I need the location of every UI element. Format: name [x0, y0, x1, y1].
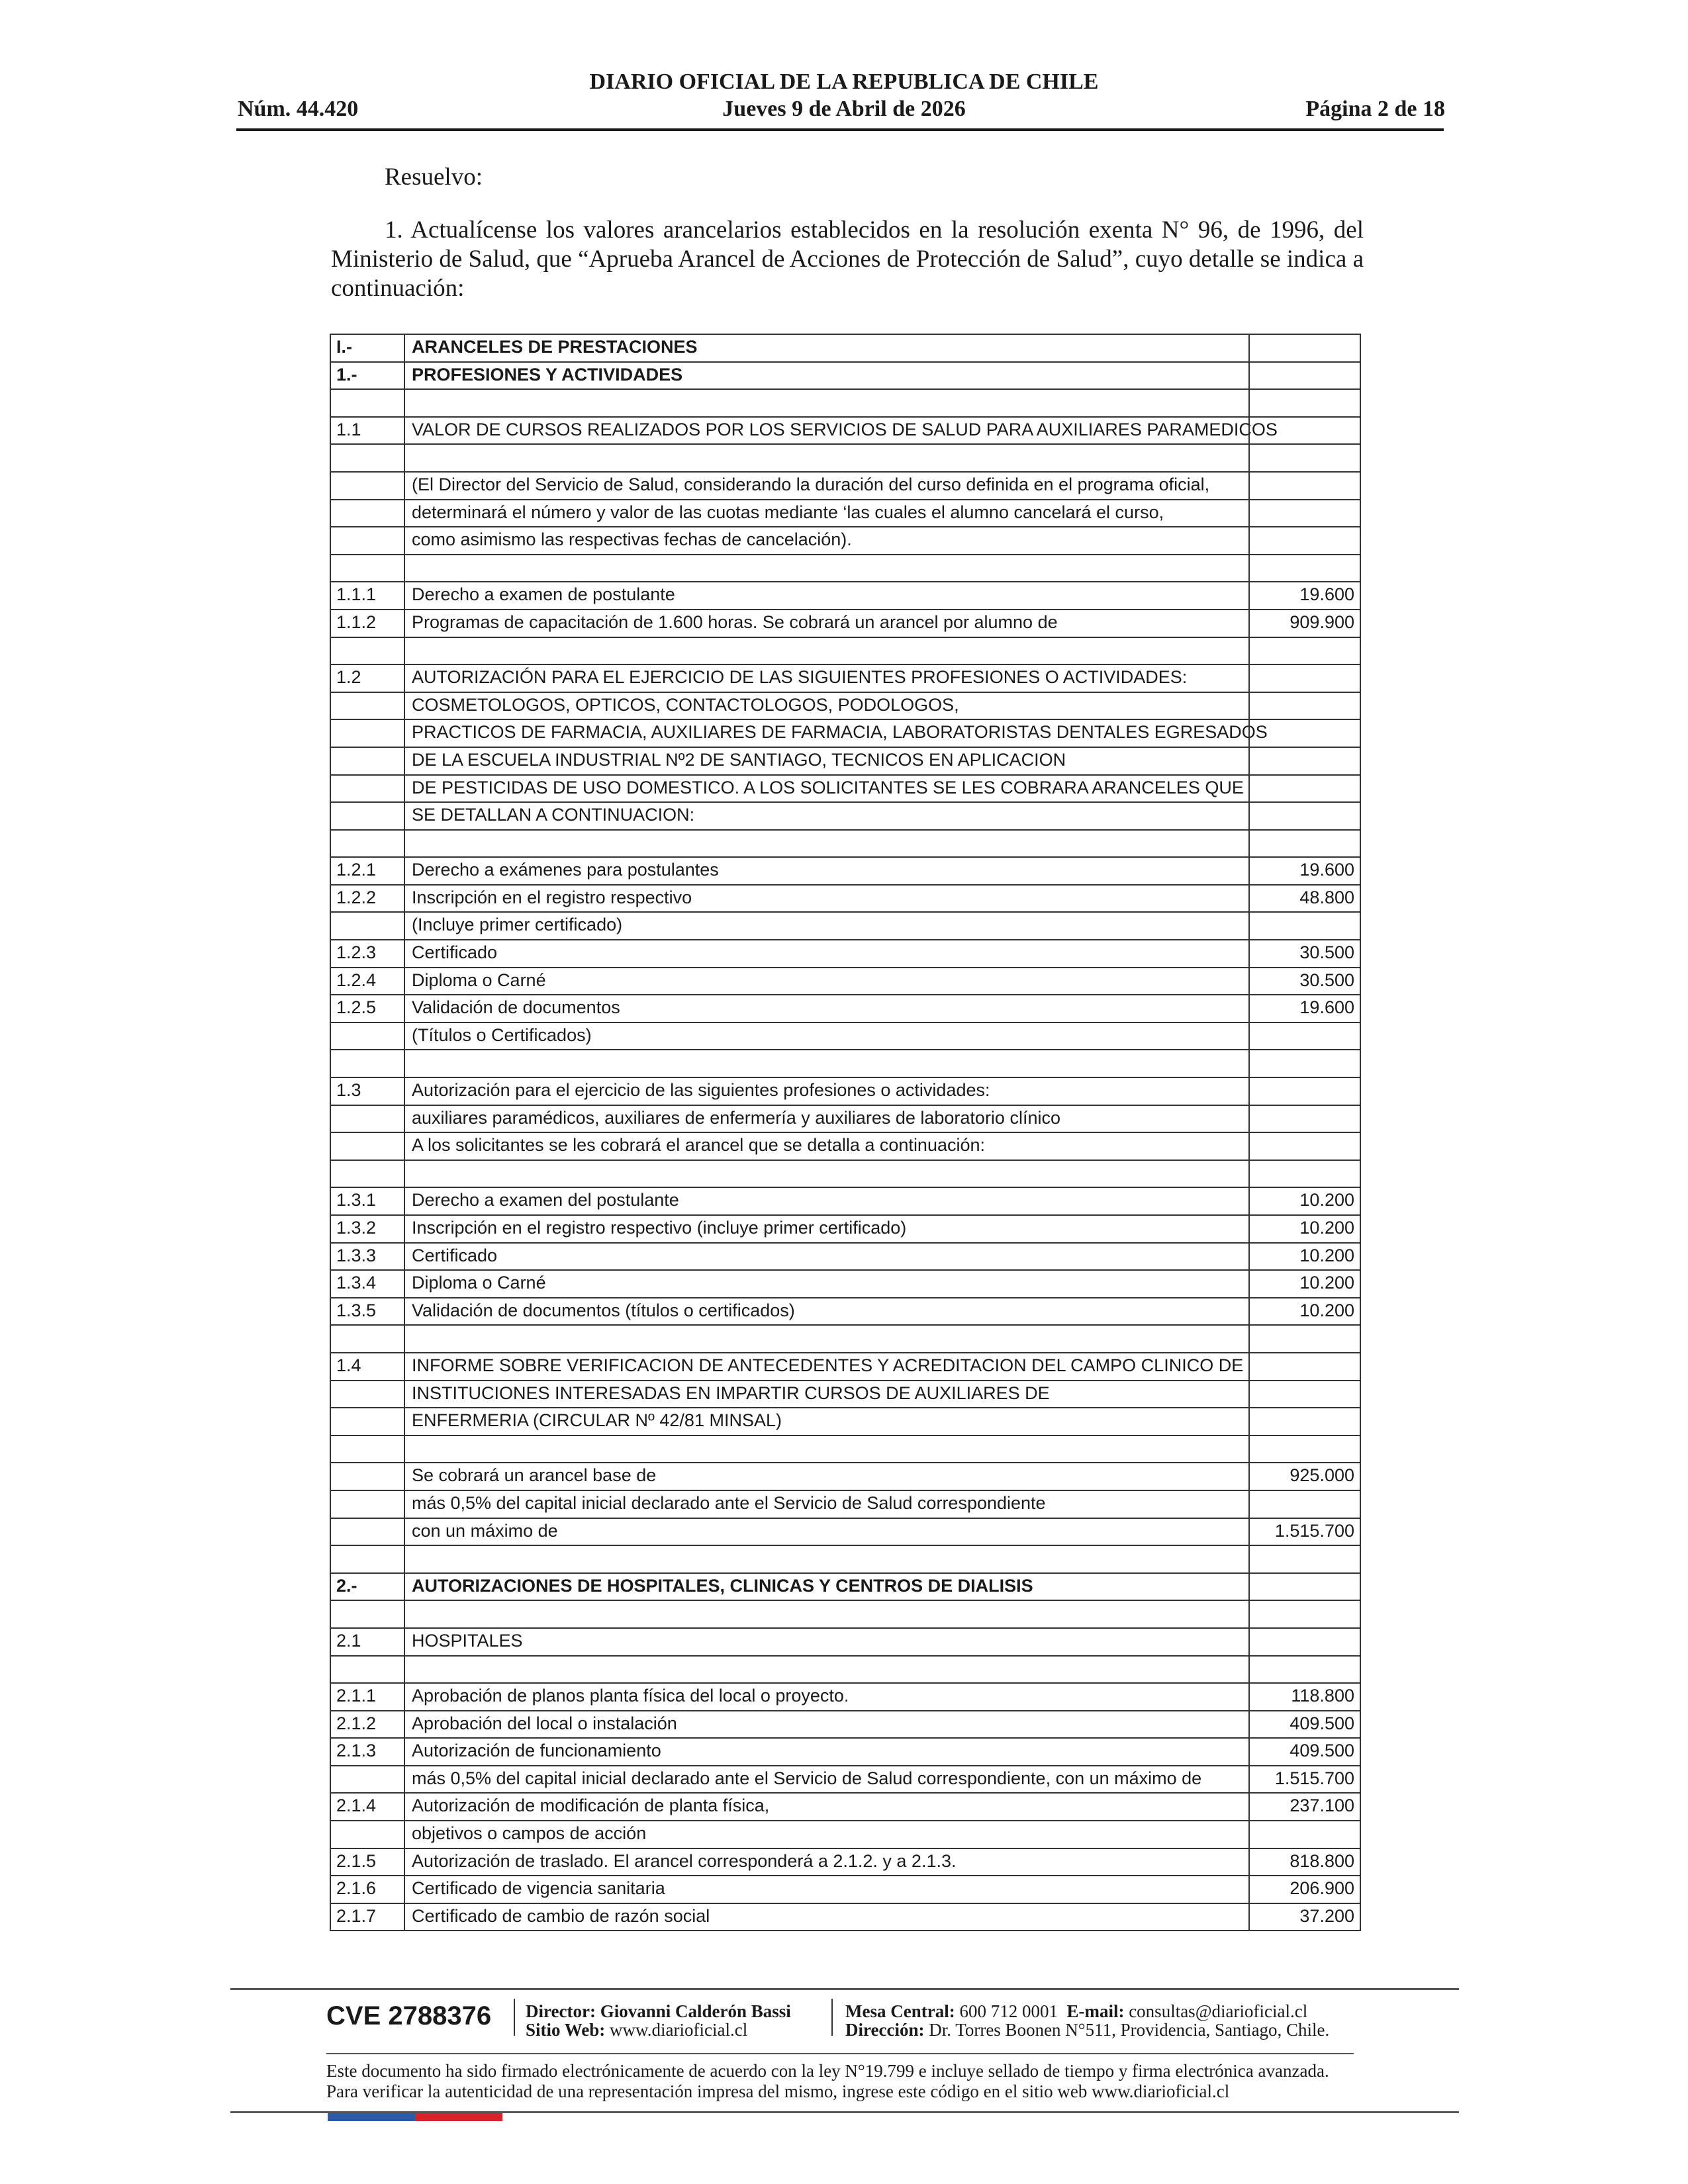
row-amount: [1248, 1050, 1361, 1077]
row-description: [405, 390, 1248, 416]
table-row: [330, 1244, 1361, 1271]
row-description: más 0,5% del capital inicial declarado ante el Servicio de Salud correspondiente: [412, 1492, 1046, 1513]
row-amount: 925.000: [1248, 1463, 1361, 1490]
row-code: [330, 1381, 405, 1408]
newspaper-title: DIARIO OFICIAL DE LA REPUBLICA DE CHILE: [589, 69, 1099, 94]
header-divider: [236, 128, 1444, 131]
footer-separator: [831, 1999, 833, 2036]
table-row: [330, 886, 1361, 913]
row-amount: [1248, 665, 1361, 692]
row-code: 1.1: [330, 418, 405, 444]
row-amount: 118.800: [1248, 1684, 1361, 1710]
row-amount: 19.600: [1248, 995, 1361, 1022]
row-amount: [1248, 363, 1361, 389]
table-row: [330, 1876, 1361, 1904]
row-description: A los solicitantes se les cobrará el arancel que se detalla a continuación:: [412, 1135, 986, 1156]
row-code: 1.2.3: [330, 940, 405, 967]
row-amount: [1248, 1574, 1361, 1600]
issue-number: Núm. 44.420: [238, 97, 359, 121]
row-description: (Incluye primer certificado): [412, 915, 623, 935]
row-amount: [1248, 1629, 1361, 1655]
director-label: Director:: [526, 2001, 596, 2021]
table-row: [330, 1601, 1361, 1629]
row-code: 2.1.4: [330, 1794, 405, 1820]
row-description: Certificado de vigencia sanitaria: [412, 1878, 665, 1899]
row-description: [405, 1326, 1248, 1352]
row-code: [330, 445, 405, 471]
row-code: 2.1.1: [330, 1684, 405, 1710]
table-row: [330, 1271, 1361, 1298]
row-description: VALOR DE CURSOS REALIZADOS POR LOS SERVICIOS DE SALUD PARA AUXILIARES PARAMEDICOS: [412, 419, 1278, 439]
row-code: [330, 748, 405, 774]
table-row: [330, 1078, 1361, 1106]
row-code: 2.1.6: [330, 1876, 405, 1903]
table-row: [330, 1739, 1361, 1766]
row-code: 1.1.2: [330, 610, 405, 637]
table-row: [330, 555, 1361, 583]
row-description: [405, 1601, 1248, 1627]
address-label: Dirección:: [845, 2020, 925, 2040]
row-code: 2.1.3: [330, 1739, 405, 1765]
table-row: [330, 1381, 1361, 1409]
table-row: [330, 1050, 1361, 1078]
row-code: 1.3: [330, 1078, 405, 1105]
row-amount: 48.800: [1248, 886, 1361, 912]
row-amount: 30.500: [1248, 940, 1361, 967]
table-row: [330, 1023, 1361, 1051]
issue-date: Jueves 9 de Abril de 2026: [722, 97, 966, 121]
row-description: Diploma o Carné: [412, 1273, 546, 1293]
table-row: [330, 1326, 1361, 1353]
footer-separator: [514, 1999, 515, 2036]
row-amount: 409.500: [1248, 1739, 1361, 1765]
row-description: auxiliares paramédicos, auxiliares de enfermería y auxiliares de laboratorio clínico: [412, 1107, 1060, 1128]
row-description: (El Director del Servicio de Salud, considerando la duración del curso definida en el programa oficial,: [412, 474, 1210, 494]
row-description: SE DETALLAN A CONTINUACION:: [412, 805, 695, 825]
table-row: [330, 1106, 1361, 1134]
row-code: [330, 527, 405, 554]
row-amount: [1248, 335, 1361, 361]
row-description: PRACTICOS DE FARMACIA, AUXILIARES DE FARMACIA, LABORATORISTAS DENTALES EGRESADOS: [412, 722, 1268, 743]
resolution-heading: Resuelvo:: [385, 163, 483, 191]
row-code: 2.1.7: [330, 1904, 405, 1931]
row-code: [330, 638, 405, 664]
footer-contact: [845, 2001, 1307, 2021]
table-row: [330, 418, 1361, 445]
row-description: Certificado de cambio de razón social: [412, 1905, 710, 1926]
row-amount: [1248, 913, 1361, 939]
row-description: [405, 1436, 1248, 1463]
website-link[interactable]: www.diarioficial.cl: [610, 2020, 748, 2040]
row-amount: [1248, 720, 1361, 747]
row-description: DE LA ESCUELA INDUSTRIAL Nº2 DE SANTIAGO, TECNICOS EN APLICACION: [412, 749, 1066, 770]
row-code: 2.-: [330, 1574, 405, 1600]
table-row: [330, 1904, 1361, 1932]
row-description: INSTITUCIONES INTERESADAS EN IMPARTIR CURSOS DE AUXILIARES DE: [412, 1383, 1050, 1403]
row-description: INFORME SOBRE VERIFICACION DE ANTECEDENTES Y ACREDITACION DEL CAMPO CLINICO DE: [412, 1355, 1244, 1375]
row-description: con un máximo de: [412, 1520, 558, 1541]
row-description: ENFERMERIA (CIRCULAR Nº 42/81 MINSAL): [412, 1410, 782, 1431]
row-code: [330, 473, 405, 499]
row-amount: 37.200: [1248, 1904, 1361, 1931]
row-amount: 1.515.700: [1248, 1519, 1361, 1545]
row-amount: [1248, 693, 1361, 719]
email-link[interactable]: consultas@diarioficial.cl: [1129, 2001, 1308, 2021]
row-description: Diploma o Carné: [412, 970, 546, 990]
row-description: Certificado: [412, 1245, 498, 1265]
director-name: Giovanni Calderón Bassi: [600, 2001, 791, 2021]
table-row: [330, 1298, 1361, 1326]
row-amount: [1248, 418, 1361, 444]
row-code: 2.1: [330, 1629, 405, 1655]
row-code: 1.2.1: [330, 858, 405, 884]
row-amount: [1248, 473, 1361, 499]
row-amount: [1248, 776, 1361, 802]
table-row: [330, 748, 1361, 776]
row-code: [330, 555, 405, 582]
row-description: COSMETOLOGOS, OPTICOS, CONTACTOLOGOS, PODOLOGOS,: [412, 694, 959, 715]
row-description: AUTORIZACIONES DE HOSPITALES, CLINICAS Y CENTROS DE DIALISIS: [412, 1575, 1033, 1596]
row-amount: 10.200: [1248, 1216, 1361, 1242]
row-amount: [1248, 1381, 1361, 1408]
row-amount: [1248, 1326, 1361, 1352]
row-code: [330, 1133, 405, 1160]
row-code: [330, 1326, 405, 1352]
row-code: [330, 1106, 405, 1132]
row-code: [330, 390, 405, 416]
website-label: Sitio Web:: [526, 2020, 606, 2040]
table-row: [330, 1821, 1361, 1849]
row-description: más 0,5% del capital inicial declarado ante el Servicio de Salud correspondiente, con un máximo de: [412, 1768, 1202, 1788]
footer-website: [526, 2020, 747, 2040]
table-row: [330, 582, 1361, 610]
table-row: [330, 968, 1361, 996]
row-amount: [1248, 1353, 1361, 1380]
row-code: 1.3.4: [330, 1271, 405, 1297]
table-row: [330, 1684, 1361, 1711]
row-description: ARANCELES DE PRESTACIONES: [412, 337, 698, 357]
row-amount: [1248, 748, 1361, 774]
row-description: Derecho a examen de postulante: [412, 584, 675, 605]
row-code: [330, 1821, 405, 1848]
row-amount: [1248, 1546, 1361, 1572]
row-amount: [1248, 1436, 1361, 1463]
row-amount: 19.600: [1248, 582, 1361, 609]
table-row: [330, 1216, 1361, 1244]
row-description: determinará el número y valor de las cuotas mediante ‘las cuales el alumno cancelará el curso,: [412, 502, 1164, 522]
row-code: [330, 776, 405, 802]
row-code: 1.4: [330, 1353, 405, 1380]
row-code: 1.3.2: [330, 1216, 405, 1242]
row-amount: 30.500: [1248, 968, 1361, 995]
row-amount: 10.200: [1248, 1298, 1361, 1325]
footer-director: [526, 2001, 791, 2021]
row-description: Certificado: [412, 942, 498, 963]
row-amount: [1248, 390, 1361, 416]
row-amount: [1248, 527, 1361, 554]
row-amount: [1248, 1491, 1361, 1518]
row-code: 1.-: [330, 363, 405, 389]
row-amount: 10.200: [1248, 1271, 1361, 1297]
row-code: 1.2: [330, 665, 405, 692]
table-row: [330, 1657, 1361, 1684]
row-description: Derecho a exámenes para postulantes: [412, 860, 719, 880]
row-code: 1.2.2: [330, 886, 405, 912]
table-row: [330, 1408, 1361, 1436]
row-amount: 19.600: [1248, 858, 1361, 884]
row-code: 1.1.1: [330, 582, 405, 609]
table-row: [330, 1133, 1361, 1161]
table-row: [330, 665, 1361, 693]
cve-code: CVE 2788376: [326, 2001, 492, 2030]
table-row: [330, 858, 1361, 886]
row-code: [330, 1161, 405, 1187]
table-row: [330, 1546, 1361, 1574]
row-amount: [1248, 1106, 1361, 1132]
row-amount: [1248, 500, 1361, 527]
row-description: [405, 1657, 1248, 1683]
table-row: [330, 995, 1361, 1023]
row-description: como asimismo las respectivas fechas de cancelación).: [412, 529, 852, 550]
row-amount: [1248, 1601, 1361, 1627]
row-amount: [1248, 1161, 1361, 1187]
row-code: [330, 1519, 405, 1545]
row-code: [330, 1436, 405, 1463]
row-description: Autorización para el ejercicio de las siguientes profesiones o actividades:: [412, 1080, 990, 1101]
row-code: [330, 1601, 405, 1627]
flag-stripe-red: [415, 2113, 502, 2121]
row-description: [405, 1161, 1248, 1187]
row-amount: 206.900: [1248, 1876, 1361, 1903]
row-code: [330, 1050, 405, 1077]
phone-value: 600 712 0001: [959, 2001, 1058, 2021]
row-code: 1.2.4: [330, 968, 405, 995]
email-label: E-mail:: [1066, 2001, 1125, 2021]
row-description: [405, 1546, 1248, 1572]
table-row: [330, 1629, 1361, 1657]
row-code: [330, 720, 405, 747]
row-code: [330, 1766, 405, 1793]
row-amount: [1248, 831, 1361, 857]
table-row: [330, 1794, 1361, 1821]
row-description: DE PESTICIDAS DE USO DOMESTICO. A LOS SOLICITANTES SE LES COBRARA ARANCELES QUE: [412, 777, 1244, 797]
table-row: [330, 1436, 1361, 1464]
row-description: Aprobación del local o instalación: [412, 1713, 677, 1733]
table-row: [330, 1849, 1361, 1877]
table-row: [330, 500, 1361, 528]
row-description: [405, 445, 1248, 471]
table-row: [330, 720, 1361, 748]
row-description: Derecho a examen del postulante: [412, 1190, 679, 1210]
row-description: AUTORIZACIÓN PARA EL EJERCICIO DE LAS SIGUIENTES PROFESIONES O ACTIVIDADES:: [412, 667, 1188, 688]
table-row: [330, 1766, 1361, 1794]
row-code: 1.3.1: [330, 1188, 405, 1214]
row-code: [330, 693, 405, 719]
address-value: Dr. Torres Boonen N°511, Providencia, Santiago, Chile.: [929, 2020, 1330, 2040]
row-amount: [1248, 1078, 1361, 1105]
table-row: [330, 1491, 1361, 1519]
row-amount: 237.100: [1248, 1794, 1361, 1820]
row-code: [330, 500, 405, 527]
row-description: Se cobrará un arancel base de: [412, 1465, 657, 1486]
row-code: [330, 1491, 405, 1518]
table-row: [330, 1574, 1361, 1602]
row-description: Aprobación de planos planta física del local o proyecto.: [412, 1686, 849, 1706]
row-amount: [1248, 1657, 1361, 1683]
footer-inner-divider: [326, 2053, 1354, 2054]
resolution-paragraph: 1. Actualícense los valores arancelarios establecidos en la resolución exenta N° 96, de 1996, del Ministerio de Salud, que “Aprueba Arancel de Acciones de Protección de Salud”, cuyo detalle se indica a continuación:: [331, 216, 1364, 302]
table-row: [330, 776, 1361, 803]
row-code: [330, 1657, 405, 1683]
row-code: [330, 1546, 405, 1572]
row-description: [405, 1050, 1248, 1077]
row-code: I.-: [330, 335, 405, 361]
table-row: [330, 1188, 1361, 1216]
row-description: Inscripción en el registro respectivo: [412, 887, 692, 907]
row-code: [330, 1463, 405, 1490]
row-code: [330, 913, 405, 939]
row-description: PROFESIONES Y ACTIVIDADES: [412, 364, 683, 385]
table-row: [330, 693, 1361, 721]
row-amount: [1248, 803, 1361, 829]
row-code: 2.1.5: [330, 1849, 405, 1876]
table-row: [330, 1519, 1361, 1547]
row-amount: [1248, 1821, 1361, 1848]
row-code: 1.2.5: [330, 995, 405, 1022]
row-code: [330, 1023, 405, 1050]
row-amount: [1248, 445, 1361, 471]
row-description: [405, 831, 1248, 857]
row-description: objetivos o campos de acción: [412, 1823, 647, 1844]
row-code: 2.1.2: [330, 1711, 405, 1738]
tariff-table: [330, 334, 1361, 1931]
table-row: [330, 390, 1361, 418]
row-amount: 818.800: [1248, 1849, 1361, 1876]
row-description: Autorización de traslado. El arancel corresponderá a 2.1.2. y a 2.1.3.: [412, 1850, 957, 1871]
flag-stripe-blue: [328, 2113, 415, 2121]
row-amount: 10.200: [1248, 1188, 1361, 1214]
footer-divider: [230, 1988, 1459, 1990]
row-description: Validación de documentos (títulos o certificados): [412, 1300, 795, 1320]
phone-label: Mesa Central:: [845, 2001, 955, 2021]
row-amount: 909.900: [1248, 610, 1361, 637]
row-description: [405, 638, 1248, 664]
table-row: [330, 913, 1361, 940]
row-amount: 409.500: [1248, 1711, 1361, 1738]
row-description: Validación de documentos: [412, 997, 620, 1018]
row-amount: 10.200: [1248, 1244, 1361, 1270]
table-row: [330, 363, 1361, 390]
row-amount: [1248, 1023, 1361, 1050]
row-code: 1.3.3: [330, 1244, 405, 1270]
row-description: Programas de capacitación de 1.600 horas. Se cobrará un arancel por alumno de: [412, 612, 1058, 632]
row-amount: [1248, 555, 1361, 582]
row-amount: [1248, 638, 1361, 664]
footer-address: [845, 2020, 1329, 2040]
row-description: HOSPITALES: [412, 1630, 523, 1651]
table-row: [330, 1161, 1361, 1189]
table-row: [330, 638, 1361, 666]
row-code: 1.3.5: [330, 1298, 405, 1325]
row-description: Inscripción en el registro respectivo (incluye primer certificado): [412, 1218, 907, 1238]
row-code: [330, 1408, 405, 1435]
table-row: [330, 1463, 1361, 1491]
table-row: [330, 831, 1361, 858]
row-description: [405, 555, 1248, 582]
row-amount: 1.515.700: [1248, 1766, 1361, 1793]
row-code: [330, 803, 405, 829]
table-row: [330, 940, 1361, 968]
row-code: [330, 831, 405, 857]
row-description: Autorización de modificación de planta física,: [412, 1796, 770, 1816]
table-row: [330, 1711, 1361, 1739]
table-row: [330, 335, 1361, 363]
row-amount: [1248, 1133, 1361, 1160]
table-row: [330, 445, 1361, 473]
row-description: Autorización de funcionamiento: [412, 1741, 661, 1761]
table-row: [330, 473, 1361, 500]
page-indicator: Página 2 de 18: [1305, 97, 1445, 121]
table-row: [330, 1353, 1361, 1381]
table-row: [330, 610, 1361, 638]
table-row: [330, 803, 1361, 831]
row-amount: [1248, 1408, 1361, 1435]
row-description: (Títulos o Certificados): [412, 1024, 592, 1045]
signature-note: Este documento ha sido firmado electrónicamente de acuerdo con la ley N°19.799 e incluye sellado de tiempo y firma electrónica avanzada. Para verificar la autenticidad de una representación impresa del mismo, ingrese este código en el sitio web www.diarioficial.cl: [326, 2061, 1329, 2101]
table-row: [330, 527, 1361, 555]
